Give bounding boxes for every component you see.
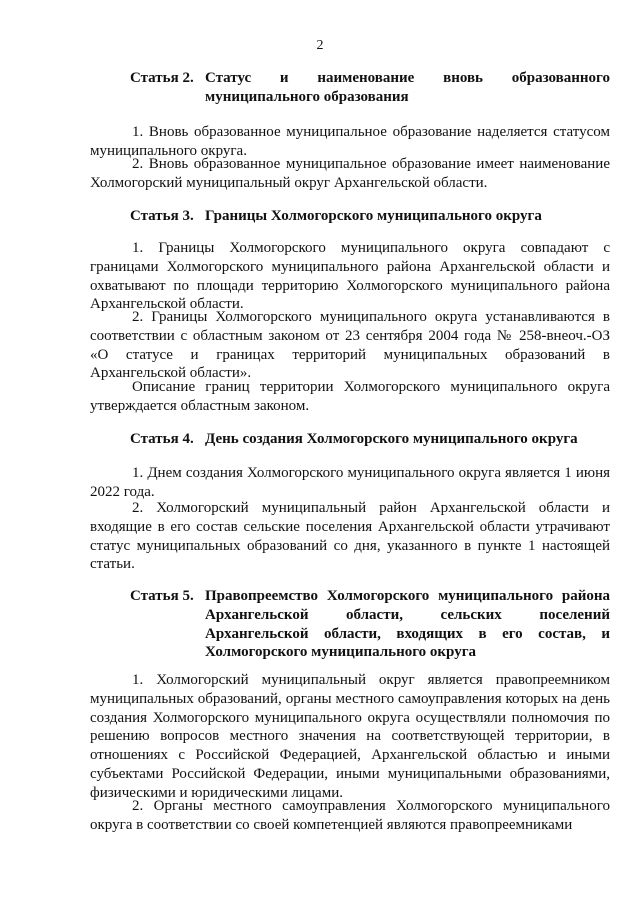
article-2-label: Статья 2. bbox=[130, 70, 194, 86]
article-3-label: Статья 3. bbox=[130, 208, 194, 224]
article-2-paragraph-2: 2. Вновь образованное муниципальное образование имеет наименование Холмогорский муниципальный округ Архангельской области. bbox=[90, 156, 610, 191]
article-3-heading bbox=[130, 207, 610, 226]
article-3-paragraph-2: 2. Границы Холмогорского муниципального округа устанавливаются в соответствии с областным законом от 23 сентября 2004 года № 258-внеоч.-ОЗ «О статусе и границах территорий муниципальных образований в Архангельской области». bbox=[90, 309, 610, 382]
article-2-heading bbox=[130, 69, 610, 107]
article-3-title: Границы Холмогорского муниципального округа bbox=[205, 208, 542, 224]
article-3-paragraph-3: Описание границ территории Холмогорского муниципального округа утверждается областным законом. bbox=[90, 379, 610, 414]
article-4-paragraph-2: 2. Холмогорский муниципальный район Архангельской области и входящие в его состав сельские поселения Архангельской области утрачивают статус муниципальных образований со дня, указанного в пункте 1 настоящей статьи. bbox=[90, 500, 610, 573]
article-4-label: Статья 4. bbox=[130, 431, 194, 447]
article-2-paragraph-1: 1. Вновь образованное муниципальное образование наделяется статусом муниципального округа. bbox=[90, 124, 610, 159]
article-5-title: Правопреемство Холмогорского муниципального района Архангельской области, сельских поселений Архангельской области, входящих в его состав, и Холмогорского муниципального округа bbox=[205, 588, 610, 661]
article-5-label: Статья 5. bbox=[130, 588, 194, 604]
article-3-paragraph-1: 1. Границы Холмогорского муниципального округа совпадают с границами Холмогорского муниципального района Архангельской области и охватывают по площади территорию Холмогорского муниципального района Архангельской области. bbox=[90, 240, 610, 313]
article-5-paragraph-1: 1. Холмогорский муниципальный округ является правопреемником муниципальных образований, органы местного самоуправления которых на день создания Холмогорского муниципального округа осуществляли полномочия по решению вопросов местного значения на соответствующей территории, в отношениях с Российской Федерацией, Архангельской областью и иными субъектами Российской Федерации, иными муниципальными образованиями, физическими и юридическими лицами. bbox=[90, 672, 610, 801]
article-5-heading bbox=[130, 587, 610, 662]
page-number: 2 bbox=[316, 38, 324, 53]
article-4-heading bbox=[130, 430, 610, 449]
article-5-paragraph-2: 2. Органы местного самоуправления Холмогорского муниципального округа в соответствии со своей компетенцией являются правопреемниками bbox=[90, 798, 610, 833]
article-2-title: Статус и наименование вновь образованного муниципального образования bbox=[205, 70, 610, 105]
article-4-paragraph-1: 1. Днем создания Холмогорского муниципального округа является 1 июня 2022 года. bbox=[90, 465, 610, 500]
article-4-title: День создания Холмогорского муниципального округа bbox=[205, 431, 578, 447]
